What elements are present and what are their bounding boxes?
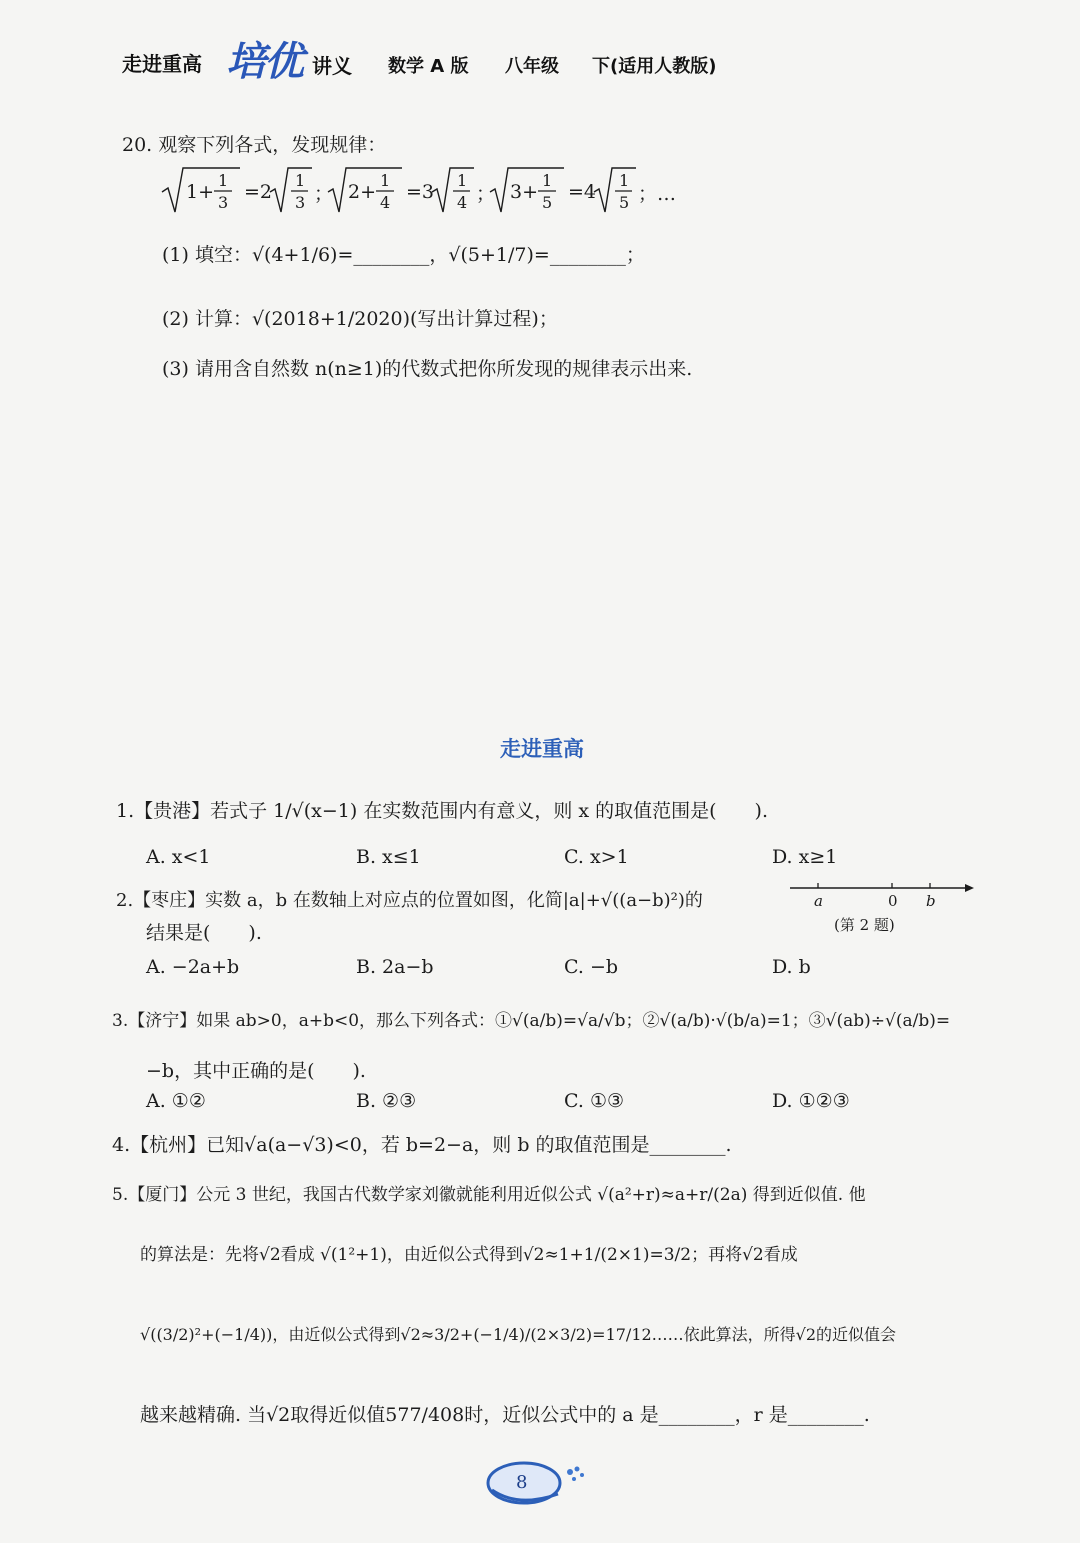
header-grade: 八年级 xyxy=(505,56,559,77)
q20-intro: 20. 观察下列各式，发现规律： xyxy=(122,134,387,156)
number-line-label-a: a xyxy=(814,892,823,910)
problem-4-stem: 4.【杭州】已知√a(a−√3)<0，若 b=2−a，则 b 的取值范围是________. xyxy=(112,1134,732,1156)
problem-5-line-1: 5.【厦门】公元 3 世纪，我国古代数学家刘徽就能利用近似公式 √(a²+r)≈a+r/(2a) 得到近似值. 他 xyxy=(112,1185,866,1205)
problem-2-stem: 2.【枣庄】实数 a，b 在数轴上对应点的位置如图，化简|a|+√((a−b)²)的 xyxy=(116,890,703,911)
svg-text:1: 1 xyxy=(295,171,306,190)
svg-text:1: 1 xyxy=(380,171,391,190)
svg-text:；: ； xyxy=(476,183,496,205)
svg-text:3: 3 xyxy=(218,193,229,212)
q20-part2: (2) 计算：√(2018+1/2020)(写出计算过程)； xyxy=(162,308,558,330)
number-line-label-b: b xyxy=(926,892,936,910)
svg-text:1+: 1+ xyxy=(186,181,215,203)
svg-text:1: 1 xyxy=(619,171,630,190)
problem-2-option-b: B. 2a−b xyxy=(356,956,434,978)
problem-1-stem: 1.【贵港】若式子 1/√(x−1) 在实数范围内有意义，则 x 的取值范围是( ). xyxy=(116,800,769,822)
svg-text:3+: 3+ xyxy=(510,181,539,203)
header-subject: 数学 A 版 xyxy=(388,56,469,77)
problem-5-line-3: √((3/2)²+(−1/4))，由近似公式得到√2≈3/2+(−1/4)/(2×3/2)=17/12……依此算法，所得√2的近似值会 xyxy=(140,1325,897,1344)
header-series: 走进重高 xyxy=(122,52,202,76)
problem-2-stem-cont: 结果是( ). xyxy=(146,922,262,944)
figure-caption: (第 2 题) xyxy=(834,916,895,934)
svg-text:1: 1 xyxy=(457,171,468,190)
svg-text:=3: =3 xyxy=(406,181,435,203)
svg-text:=4: =4 xyxy=(568,181,597,203)
svg-text:4: 4 xyxy=(457,193,468,212)
svg-text:=2: =2 xyxy=(244,181,273,203)
problem-1-option-a: A. x<1 xyxy=(146,846,211,868)
number-line-label-zero: 0 xyxy=(888,892,898,910)
svg-text:2+: 2+ xyxy=(348,181,377,203)
problem-1-option-d: D. x≥1 xyxy=(772,846,838,868)
problem-3-stem: 3.【济宁】如果 ab>0，a+b<0，那么下列各式：①√(a/b)=√a/√b；②√(a/b)·√(b/a)=1；③√(ab)÷√(a/b)= xyxy=(112,1011,951,1031)
header-subtitle: 讲义 xyxy=(312,54,352,78)
problem-1-option-c: C. x>1 xyxy=(564,846,629,868)
problem-3-option-a: A. ①② xyxy=(146,1090,206,1112)
svg-text:5: 5 xyxy=(542,193,553,212)
svg-text:5: 5 xyxy=(619,193,630,212)
header-edition: 下(适用人教版) xyxy=(592,56,717,77)
problem-5-line-2: 的算法是：先将√2看成 √(1²+1)，由近似公式得到√2≈1+1/(2×1)=3/2；再将√2看成 xyxy=(140,1245,798,1265)
q20-examples xyxy=(150,160,710,220)
svg-text:4: 4 xyxy=(380,193,391,212)
svg-text:3: 3 xyxy=(295,193,306,212)
q20-part3: (3) 请用含自然数 n(n≥1)的代数式把你所发现的规律表示出来. xyxy=(162,358,693,380)
page-number: 8 xyxy=(516,1472,528,1493)
problem-2-option-a: A. −2a+b xyxy=(146,956,240,978)
q20-part1: (1) 填空：√(4+1/6)=________，√(5+1/7)=________； xyxy=(162,244,645,266)
problem-2-option-c: C. −b xyxy=(564,956,619,978)
page-number-badge xyxy=(478,1450,598,1510)
problem-3-option-d: D. ①②③ xyxy=(772,1090,850,1112)
svg-text:；: ； xyxy=(314,183,334,205)
problem-3-option-b: B. ②③ xyxy=(356,1090,417,1112)
problem-3-option-c: C. ①③ xyxy=(564,1090,625,1112)
svg-text:1: 1 xyxy=(218,171,229,190)
section-title: 走进重高 xyxy=(500,737,584,761)
problem-2-option-d: D. b xyxy=(772,956,811,978)
svg-text:1: 1 xyxy=(542,171,553,190)
header-logo: 培优 xyxy=(226,39,302,85)
problem-3-stem-cont: −b，其中正确的是( ). xyxy=(146,1060,366,1082)
problem-1-option-b: B. x≤1 xyxy=(356,846,421,868)
svg-text:；…: ；… xyxy=(638,183,677,205)
problem-5-line-4: 越来越精确. 当√2取得近似值577/408时，近似公式中的 a 是________，r 是________. xyxy=(140,1404,870,1426)
